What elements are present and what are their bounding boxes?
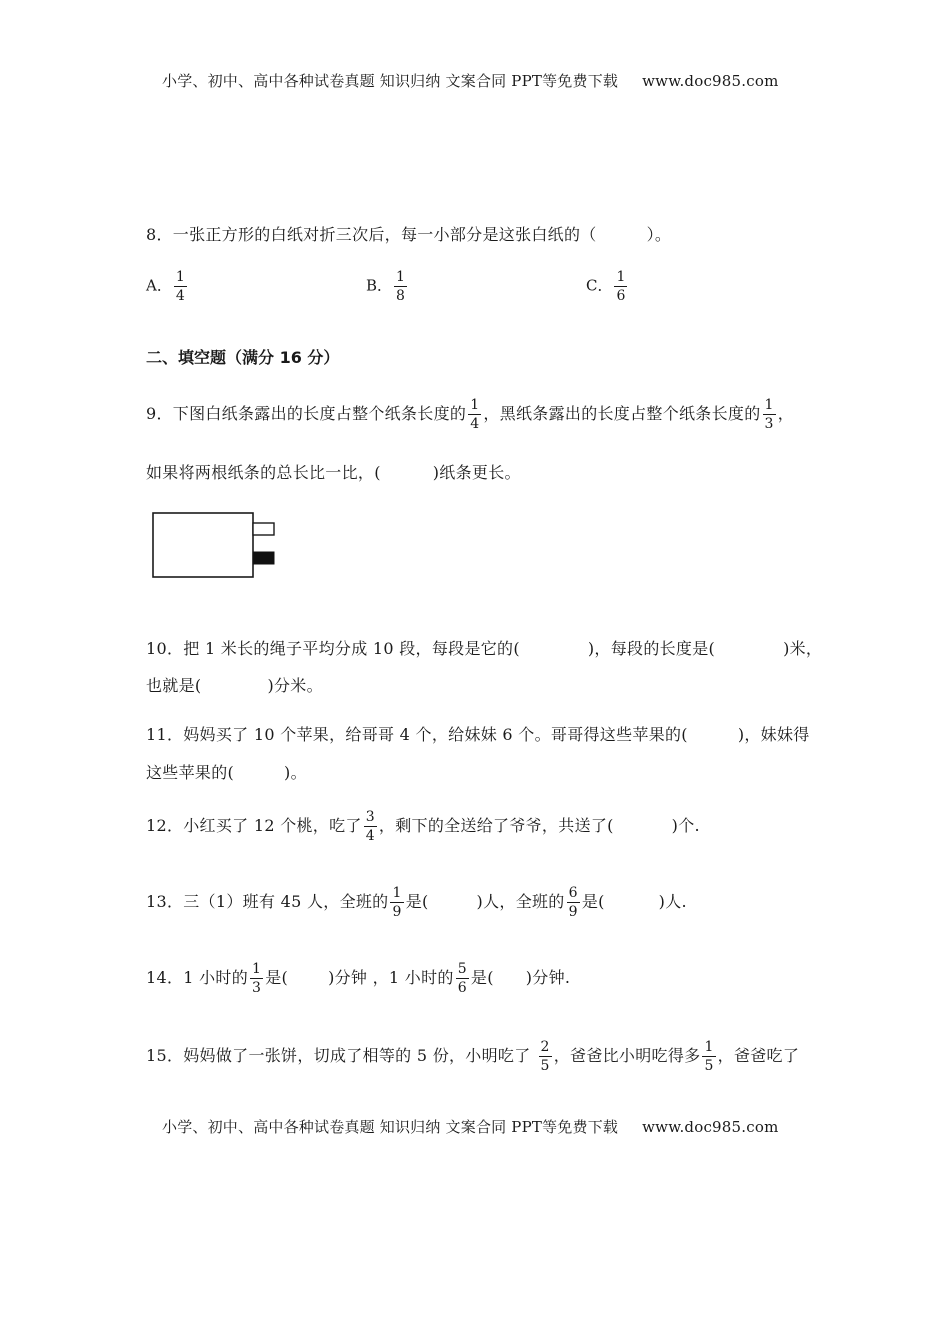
q8-option-b[interactable] [366,270,409,303]
option-b-fraction: $\frac{1}{8}$ [396,269,405,304]
q15-fraction-2: $\frac{1}{5}$ [704,1039,714,1074]
option-a-fraction: $\frac{1}{4}$ [175,269,185,304]
footer-text: 小学、初中、高中各种试卷真题 知识归纳 文案合同 PPT等免费下载 [162,1118,619,1136]
question-11: 11．妈妈买了 10 个苹果，给哥哥 4 个，给妹妹 6 个。哥哥得这些苹果的( )，妹妹得 [146,725,810,744]
q8-text-end: ）。 [646,225,672,244]
question-10: 10．把 1 米长的绳子平均分成 10 段，每段是它的( )，每段的长度是( )米， [146,639,823,658]
black-strip [253,552,274,564]
q9-fraction-1: $\frac{1}{4}$ [470,397,480,432]
paper-strips-diagram [150,510,280,582]
option-c-fraction: $\frac{1}{6}$ [616,269,626,304]
option-c-label: C． [586,276,613,295]
white-strip [253,523,274,535]
question-11-line-2: 这些苹果的( )。 [146,763,307,782]
page-footer [162,1116,779,1137]
question-9: 9．下图白纸条露出的长度占整个纸条长度的 $\frac{1}{4}$ ，黑纸条露出的长度占整个纸条长度的 $\frac{1}{3}$ ， [146,397,795,432]
header-text: 小学、初中、高中各种试卷真题 知识归纳 文案合同 PPT等免费下载 [162,72,619,90]
question-13: 13．三（1）班有 45 人，全班的 $\frac{1}{9}$ 是( )人，全班的 $\frac{6}{9}$ 是( )人. [146,885,687,920]
q8-option-a[interactable] [146,270,189,303]
q9-fraction-2: $\frac{1}{3}$ [764,397,774,432]
cover-rectangle [153,513,253,577]
question-14: 14．1 小时的 $\frac{1}{3}$ 是( )分钟 ，1 小时的 $\frac{5}{6}$ 是( )分钟. [146,961,571,996]
q8-text: 8．一张正方形的白纸对折三次后，每一小部分是这张白纸的（ [146,225,597,244]
footer-site[interactable]: www.doc985.com [642,1118,779,1136]
option-a-label: A． [146,276,172,295]
header-site[interactable]: www.doc985.com [642,72,779,90]
q14-fraction-2: $\frac{5}{6}$ [457,961,467,996]
section-heading: 二、填空题（满分 16 分） [146,348,340,367]
q8-option-c[interactable] [586,270,629,303]
q14-fraction-1: $\frac{1}{3}$ [252,961,262,996]
q12-fraction: $\frac{3}{4}$ [365,809,375,844]
question-8 [146,222,671,245]
question-10-line-2: 也就是( )分米。 [146,676,323,695]
q15-fraction-1: $\frac{2}{5}$ [540,1039,550,1074]
option-b-label: B． [366,276,393,295]
q13-fraction-1: $\frac{1}{9}$ [392,885,402,920]
page-header [162,70,779,91]
question-9-line-2: 如果将两根纸条的总长比一比，( )纸条更长。 [146,463,521,482]
question-15: 15．妈妈做了一张饼，切成了相等的 5 份，小明吃了 $\frac{2}{5}$ ，爸爸比小明吃得多 $\frac{1}{5}$ ，爸爸吃了 [146,1039,800,1074]
question-12: 12．小红买了 12 个桃，吃了 $\frac{3}{4}$ ，剩下的全送给了爷爷，共送了( )个. [146,809,700,844]
q13-fraction-2: $\frac{6}{9}$ [568,885,578,920]
